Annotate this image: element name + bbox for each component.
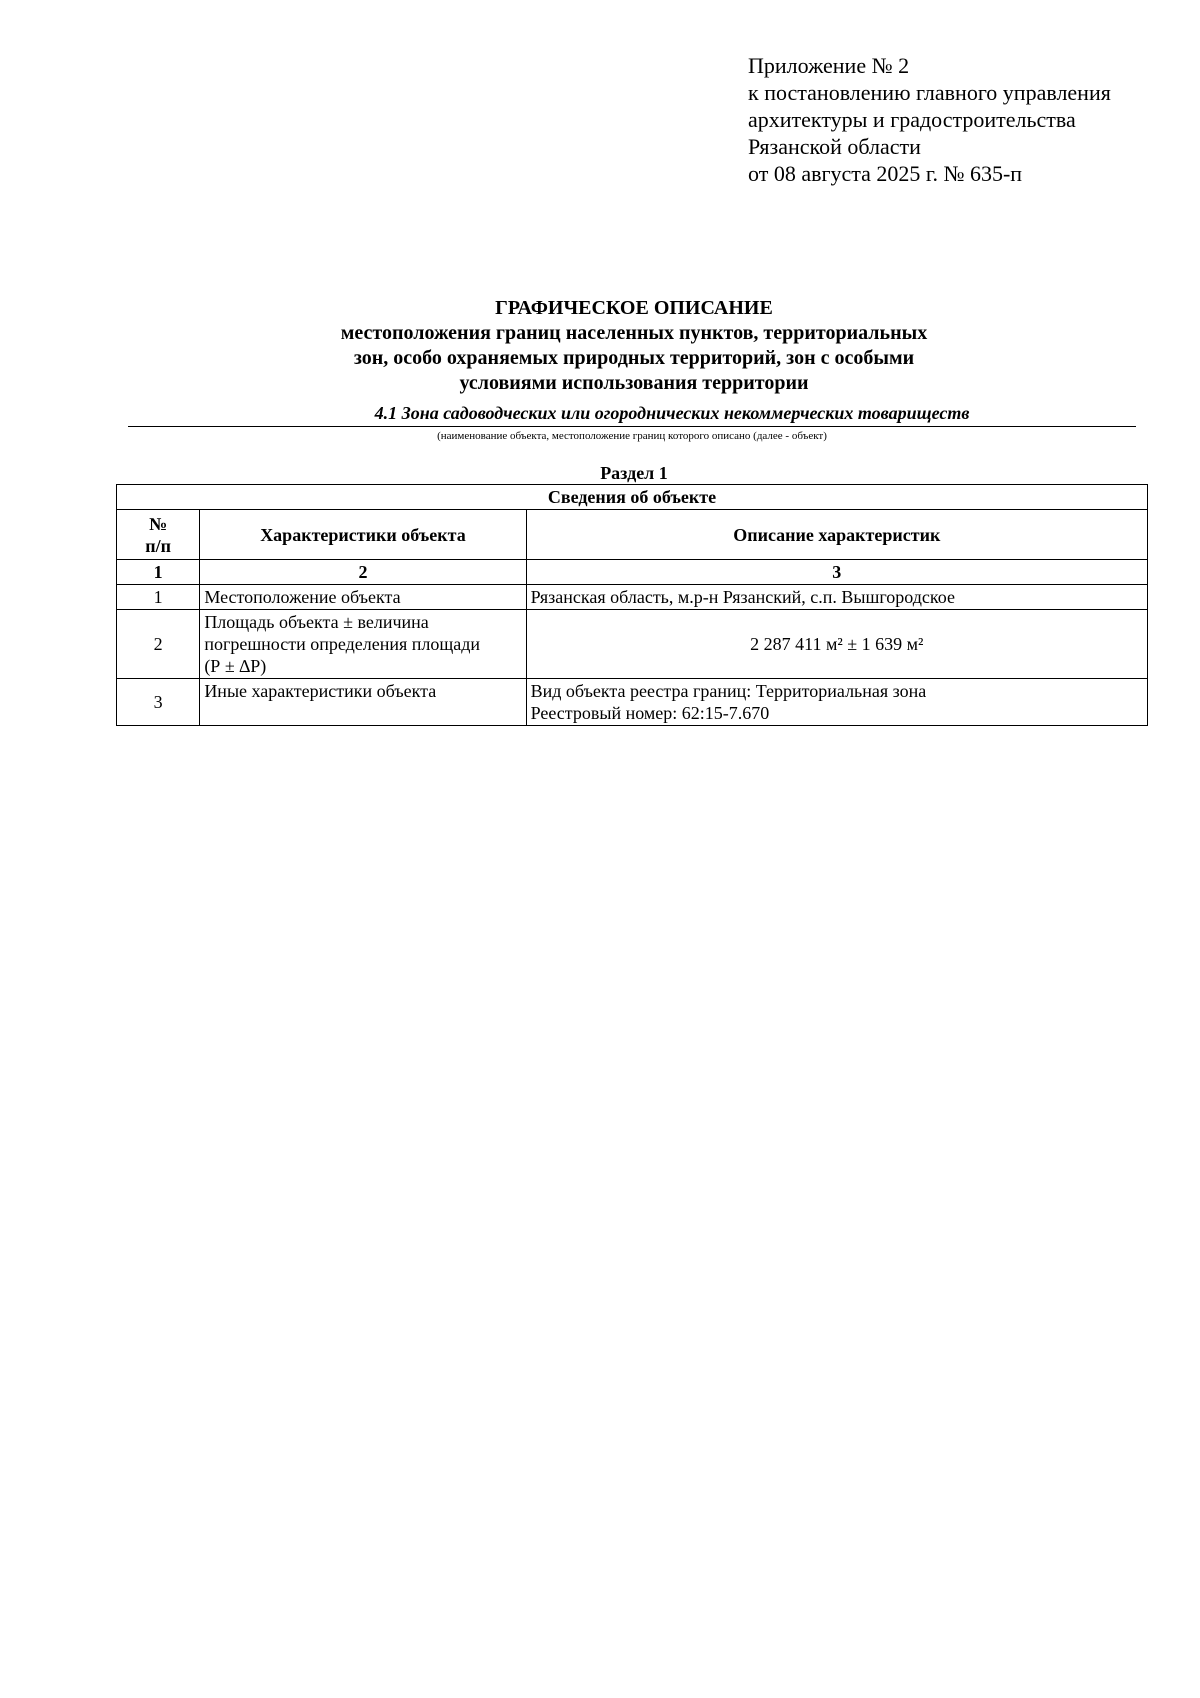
appendix-line-4: Рязанской области — [748, 134, 921, 159]
row-characteristic: Местоположение объекта — [200, 585, 526, 610]
table-header-row — [117, 510, 1148, 560]
table-title-row — [117, 485, 1148, 510]
object-caption: (наименование объекта, местоположение границ которого описано (далее - объект) — [437, 430, 827, 442]
table-title: Сведения об объекте — [117, 485, 1148, 510]
title-line-1: ГРАФИЧЕСКОЕ ОПИСАНИЕ — [495, 297, 773, 319]
title-line-3: зон, особо охраняемых природных территорий, зон с особыми — [353, 347, 915, 369]
appendix-line-2: к постановлению главного управления — [748, 80, 1111, 105]
title-line-4: условиями использования территории — [459, 372, 809, 394]
header-num-label: п/п — [145, 535, 172, 556]
title-line-2: местоположения границ населенных пунктов, территориальных — [340, 322, 928, 344]
table-row — [117, 610, 1148, 679]
row-description: Рязанская область, м.р-н Рязанский, с.п. Вышгородское — [526, 585, 1147, 610]
row-characteristic — [200, 610, 526, 679]
row-description — [526, 679, 1147, 726]
row-num: 2 — [117, 610, 200, 679]
row-characteristic-line-2: погрешности определения площади — [204, 634, 481, 654]
object-underline — [128, 426, 1136, 427]
header-num-symbol: № — [149, 513, 168, 534]
row-description-line-1: Вид объекта реестра границ: Территориальная зона — [530, 681, 927, 701]
column-number-2: 2 — [200, 560, 526, 585]
appendix-number: Приложение № 2 — [748, 53, 910, 78]
row-characteristic-line-1: Площадь объекта ± величина — [204, 612, 429, 632]
row-characteristic-line-3: (Р ± ∆Р) — [204, 656, 267, 676]
row-description-line-2: Реестровый номер: 62:15-7.670 — [530, 703, 770, 723]
table-row — [117, 585, 1148, 610]
row-characteristic: Иные характеристики объекта — [200, 679, 526, 726]
row-num: 1 — [117, 585, 200, 610]
column-number-row — [117, 560, 1148, 585]
appendix-date: от 08 августа 2025 г. № 635-п — [748, 161, 1023, 186]
table-row — [117, 679, 1148, 726]
column-number-3: 3 — [526, 560, 1147, 585]
header-num — [117, 510, 200, 560]
object-name: 4.1 Зона садоводческих или огороднических некоммерческих товариществ — [374, 403, 970, 423]
row-num: 3 — [117, 679, 200, 726]
header-characteristic: Характеристики объекта — [200, 510, 526, 560]
section-title: Раздел 1 — [600, 463, 668, 483]
appendix-header — [748, 52, 1111, 187]
object-info-table — [116, 484, 1148, 726]
document-title — [0, 296, 1200, 396]
appendix-line-3: архитектуры и градостроительства — [748, 107, 1076, 132]
column-number-1: 1 — [117, 560, 200, 585]
header-description: Описание характеристик — [526, 510, 1147, 560]
row-description: 2 287 411 м² ± 1 639 м² — [526, 610, 1147, 679]
